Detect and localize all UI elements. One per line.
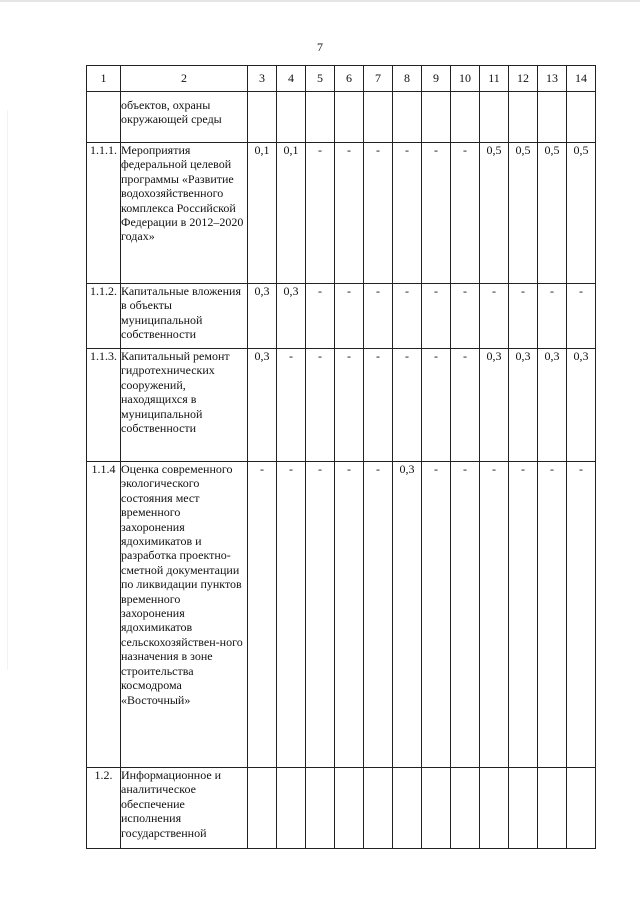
table-row <box>87 349 596 462</box>
page-number: 7 <box>317 40 323 54</box>
row-number-cell: 1.1.3. <box>87 349 121 462</box>
value-cell-col-13: 0,3 <box>538 349 567 462</box>
value-cell-col-14: 0,5 <box>567 143 596 284</box>
value-cell-col-10 <box>451 768 480 849</box>
value-cell-col-4 <box>277 92 306 143</box>
value-cell-col-13: - <box>538 462 567 768</box>
column-header-14: 14 <box>567 66 596 92</box>
value-cell-col-10: - <box>451 462 480 768</box>
value-cell-col-4: 0,1 <box>277 143 306 284</box>
table-row <box>87 462 596 768</box>
value-cell-col-5: - <box>306 349 335 462</box>
measure-name-cell: Капитальный ремонт гидротехнических сооружений, находящихся в муниципальной собственности <box>121 349 248 462</box>
column-header-13: 13 <box>538 66 567 92</box>
value-cell-col-8: - <box>393 349 422 462</box>
value-cell-col-5 <box>306 92 335 143</box>
value-cell-col-7: - <box>364 349 393 462</box>
row-number-cell: 1.1.2. <box>87 284 121 349</box>
value-cell-col-6 <box>335 768 364 849</box>
value-cell-col-8: - <box>393 284 422 349</box>
column-header-10: 10 <box>451 66 480 92</box>
value-cell-col-12: - <box>509 462 538 768</box>
value-cell-col-6 <box>335 92 364 143</box>
column-header-3: 3 <box>248 66 277 92</box>
value-cell-col-9 <box>422 768 451 849</box>
measure-name-cell: Оценка современного экологического состояния мест временного захоронения ядохимикатов и разработка проектно-сметной документации по ликвидации пунктов временного захоронения ядохимикатов сельскохозяйствен-ного назначения в зоне строительства космодрома «Восточный» <box>121 462 248 768</box>
value-cell-col-14: 0,3 <box>567 349 596 462</box>
value-cell-col-14 <box>567 92 596 143</box>
column-header-2: 2 <box>121 66 248 92</box>
value-cell-col-12: 0,3 <box>509 349 538 462</box>
value-cell-col-7: - <box>364 143 393 284</box>
value-cell-col-7 <box>364 768 393 849</box>
measure-name-cell: Капитальные вложения в объекты муниципальной собственности <box>121 284 248 349</box>
value-cell-col-3: 0,1 <box>248 143 277 284</box>
value-cell-col-3: 0,3 <box>248 284 277 349</box>
column-header-8: 8 <box>393 66 422 92</box>
value-cell-col-11 <box>480 768 509 849</box>
value-cell-col-12: - <box>509 284 538 349</box>
value-cell-col-13: - <box>538 284 567 349</box>
value-cell-col-14: - <box>567 284 596 349</box>
value-cell-col-11: 0,5 <box>480 143 509 284</box>
column-header-9: 9 <box>422 66 451 92</box>
value-cell-col-4: - <box>277 349 306 462</box>
value-cell-col-8: - <box>393 143 422 284</box>
column-header-4: 4 <box>277 66 306 92</box>
value-cell-col-5 <box>306 768 335 849</box>
table-header-row <box>87 66 596 92</box>
value-cell-col-11: - <box>480 284 509 349</box>
row-number-cell: 1.2. <box>87 768 121 849</box>
value-cell-col-12: 0,5 <box>509 143 538 284</box>
row-number-cell: 1.1.1. <box>87 143 121 284</box>
scan-margin-shadow <box>7 110 8 670</box>
value-cell-col-9: - <box>422 284 451 349</box>
value-cell-col-9: - <box>422 143 451 284</box>
value-cell-col-13: 0,5 <box>538 143 567 284</box>
scan-top-edge <box>0 0 640 2</box>
value-cell-col-10: - <box>451 143 480 284</box>
value-cell-col-3 <box>248 768 277 849</box>
value-cell-col-7 <box>364 92 393 143</box>
value-cell-col-6: - <box>335 349 364 462</box>
measure-name-cell: Информационное и аналитическое обеспечение исполнения государственной <box>121 768 248 849</box>
value-cell-col-4: - <box>277 462 306 768</box>
column-header-7: 7 <box>364 66 393 92</box>
column-header-11: 11 <box>480 66 509 92</box>
table-row <box>87 284 596 349</box>
column-header-1: 1 <box>87 66 121 92</box>
value-cell-col-9 <box>422 92 451 143</box>
value-cell-col-9: - <box>422 462 451 768</box>
value-cell-col-5: - <box>306 143 335 284</box>
table-row <box>87 768 596 849</box>
value-cell-col-6: - <box>335 462 364 768</box>
value-cell-col-13 <box>538 92 567 143</box>
measure-name-cell: объектов, охраны окружающей среды <box>121 92 248 143</box>
value-cell-col-10: - <box>451 284 480 349</box>
value-cell-col-5: - <box>306 462 335 768</box>
value-cell-col-10 <box>451 92 480 143</box>
column-header-12: 12 <box>509 66 538 92</box>
value-cell-col-6: - <box>335 143 364 284</box>
value-cell-col-12 <box>509 92 538 143</box>
value-cell-col-7: - <box>364 462 393 768</box>
row-number-cell: 1.1.4 <box>87 462 121 768</box>
program-table <box>86 65 596 849</box>
value-cell-col-4 <box>277 768 306 849</box>
value-cell-col-11: 0,3 <box>480 349 509 462</box>
table-row <box>87 143 596 284</box>
column-header-6: 6 <box>335 66 364 92</box>
value-cell-col-11 <box>480 92 509 143</box>
value-cell-col-5: - <box>306 284 335 349</box>
value-cell-col-12 <box>509 768 538 849</box>
value-cell-col-3: - <box>248 462 277 768</box>
value-cell-col-8: 0,3 <box>393 462 422 768</box>
value-cell-col-11: - <box>480 462 509 768</box>
value-cell-col-8 <box>393 768 422 849</box>
value-cell-col-13 <box>538 768 567 849</box>
value-cell-col-3 <box>248 92 277 143</box>
value-cell-col-3: 0,3 <box>248 349 277 462</box>
value-cell-col-9: - <box>422 349 451 462</box>
value-cell-col-4: 0,3 <box>277 284 306 349</box>
value-cell-col-8 <box>393 92 422 143</box>
value-cell-col-14 <box>567 768 596 849</box>
value-cell-col-14: - <box>567 462 596 768</box>
row-number-cell <box>87 92 121 143</box>
value-cell-col-10: - <box>451 349 480 462</box>
table-row <box>87 92 596 143</box>
column-header-5: 5 <box>306 66 335 92</box>
value-cell-col-6: - <box>335 284 364 349</box>
value-cell-col-7: - <box>364 284 393 349</box>
measure-name-cell: Мероприятия федеральной целевой программы «Развитие водохозяйственного комплекса Российской Федерации в 2012–2020 годах» <box>121 143 248 284</box>
